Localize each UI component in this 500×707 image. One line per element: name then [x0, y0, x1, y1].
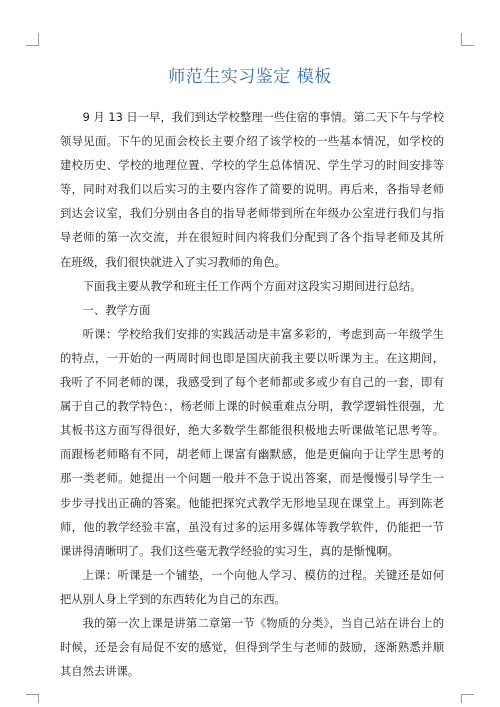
crop-mark-top-left	[26, 33, 39, 46]
section-heading-teaching: 一、教学方面	[82, 303, 151, 317]
paragraph-observing-classes: 听课：学校给我们安排的实践活动是丰富多彩的，考虑到高一年级学生的特点，一开始的一两周时间也即是国庆前我主要以听课为主。在这期间，我听了不同老师的课，我感受到了每个老师都或多或少有自己的一套，即有属于自己的教学特色：，杨老师上课的时候重难点分明，教学逻辑性很强，尤其板书这方面写得很好，绝大多数学生都能很积极地去听课做笔记思考等。而跟杨老师略有不同，胡老师上课富有幽默感，他是更偏向于让学生思考的那一类老师。她提出一个问题一般并不急于说出答案，而是慢慢引导学生一步步寻找出正确的答案。他能把探究式教学无形地呈现在课堂上。再到陈老师，他的教学经验丰富，虽没有过多的运用多媒体等教学软件，仍能把一节课讲得清晰明了。我们这些毫无教学经验的实习生，真的是惭愧啊。	[60, 327, 444, 558]
paragraph-summary-intro: 下面我主要从教学和班主任工作两个方面对这段实习期间进行总结。	[82, 279, 422, 293]
paragraph-arrival: 9 月 13 日一早，我们到达学校整理一些住宿的事情。第二天下午与学校领导见面。下午的见面会校长主要介绍了该学校的一些基本情况，如学校的建校历史、学校的地理位置、学校的学生总体情况、学生学习的时间安排等等，同时对我们以后实习的主要内容作了简要的说明。再后来，各指导老师到达会议室，我们分别由各自的指导老师带到所在年级办公室进行我们与指导老师的第一次交流，并在很短时间内将我们分配到了各个指导老师及其所在班级，我们很快就进入了实习教师的角色。	[60, 111, 444, 269]
document-title: 师范生实习鉴定 模板	[168, 67, 332, 87]
crop-mark-top-right	[461, 33, 474, 46]
paragraph-first-lesson: 我的第一次上课是讲第二章第一节《物质的分类》，当自己站在讲台上的时候，还是会有局促不安的感觉，但得到学生与老师的鼓励，逐渐熟悉并顺其自然去讲课。	[60, 616, 444, 679]
crop-mark-bottom-right	[461, 694, 474, 703]
crop-mark-bottom-left	[26, 694, 39, 703]
paragraph-teaching-classes: 上课：听课是一个铺垫，一个向他人学习、模仿的过程。关键还是如何把从别人身上学到的东西转化为自己的东西。	[60, 568, 444, 606]
document-body	[60, 106, 444, 684]
